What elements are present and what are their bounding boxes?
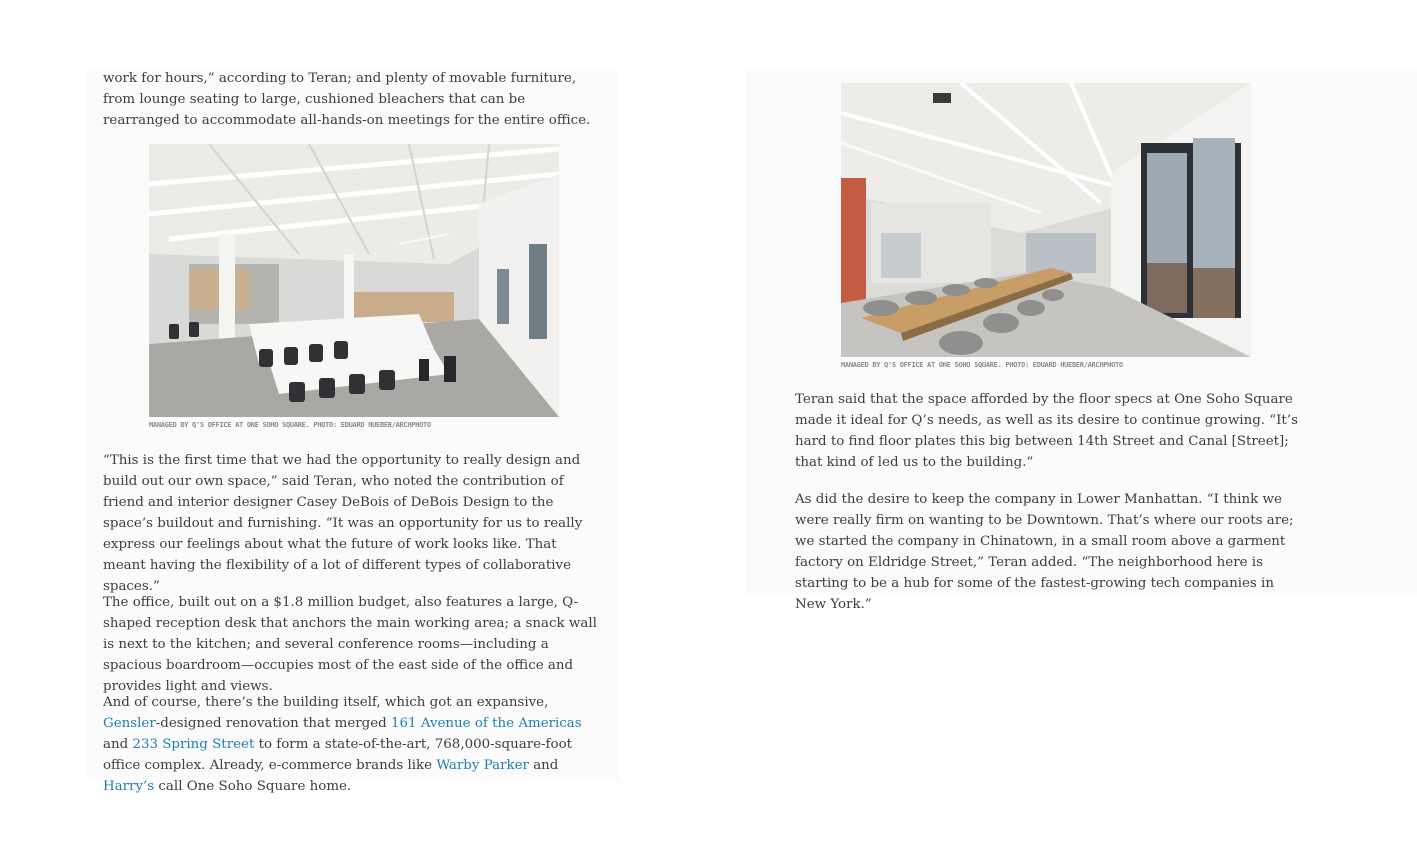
warby-parker-link[interactable]: Warby Parker <box>436 758 529 773</box>
article-panel-right <box>746 70 1417 612</box>
building-text-5: and <box>528 758 559 773</box>
avenue-americas-link[interactable]: 161 Avenue of the Americas <box>391 716 582 731</box>
building-text-3: and <box>103 737 133 752</box>
floor-specs-paragraph: Teran said that the space afforded by the floor specs at One Soho Square made it ideal for Q’s needs, as well as its desire to continue growing. “It’s hard to find floor plates this big between 14th Street and Canal [Street]; that kind of led us to the building.” <box>795 392 1298 470</box>
building-text-4: to form a state-of-the-art, 768,000-square-foot office complex. Already, e-commerce brands like <box>103 737 573 773</box>
building-paragraph <box>103 692 603 797</box>
office-photo-caption: MANAGED BY Q'S OFFICE AT ONE SOHO SQUARE. PHOTO: EDUARD HUEBER/ARCHPHOTO <box>149 421 431 429</box>
article-panel-left <box>87 70 619 794</box>
building-text-1: And of course, there’s the building itself, which got an expansive, <box>103 695 549 710</box>
harrys-link[interactable]: Harry’s <box>103 779 155 794</box>
budget-paragraph: The office, built out on a $1.8 million budget, also features a large, Q-shaped reception desk that anchors the main working area; a snack wall is next to the kitchen; and several conference rooms—including a spacious boardroom—occupies most of the east side of the office and provides light and views. <box>103 595 597 694</box>
gensler-link[interactable]: Gensler <box>103 716 156 731</box>
building-text-2: -designed renovation that merged <box>155 716 391 731</box>
conference-photo-caption: MANAGED BY Q'S OFFICE AT ONE SOHO SQUARE. PHOTO: EDUARD HUEBER/ARCHPHOTO <box>841 361 1123 369</box>
office-workspace-photo[interactable] <box>149 144 559 417</box>
quote-paragraph: “This is the first time that we had the opportunity to really design and build out our own space,” said Teran, who noted the contribution of friend and interior designer Casey DeBois of DeBois Design to the space’s buildout and furnishing. “It was an opportunity for us to really express our feelings about what the future of work looks like. That meant having the flexibility of a lot of different types of collaborative spaces.” <box>103 453 583 594</box>
intro-paragraph: work for hours,” according to Teran; and plenty of movable furniture, from lounge seating to large, cushioned bleachers that can be rearranged to accommodate all-hands-on meetings for the entire office. <box>103 71 591 128</box>
building-text-6: call One Soho Square home. <box>154 779 352 794</box>
spring-street-link[interactable]: 233 Spring Street <box>132 737 255 752</box>
conference-room-photo[interactable] <box>841 83 1251 357</box>
downtown-paragraph: As did the desire to keep the company in Lower Manhattan. “I think we were really firm on wanting to be Downtown. That’s where our roots are; we started the company in Chinatown, in a small room above a garment factory on Eldridge Street,” Teran added. “The neighborhood here is starting to be a hub for some of the fastest-growing tech companies in New York.” <box>795 492 1294 612</box>
